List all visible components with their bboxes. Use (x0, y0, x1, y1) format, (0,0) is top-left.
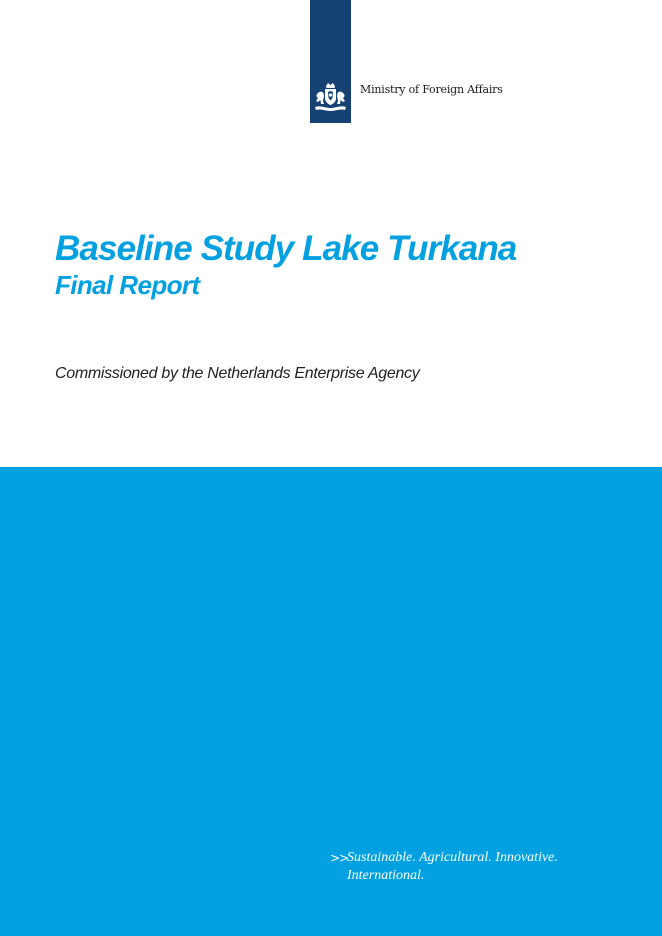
tagline-text (347, 849, 567, 885)
logo-bar (310, 0, 351, 123)
tagline-line-1: Sustainable. Agricultural. Innovative. (347, 850, 558, 865)
report-subtitle: Final Report (55, 270, 200, 300)
coat-of-arms-icon (313, 82, 348, 114)
report-title: Baseline Study Lake Turkana (55, 229, 517, 268)
ministry-name: Ministry of Foreign Affairs (360, 83, 503, 96)
commissioned-by: Commissioned by the Netherlands Enterprise Agency (55, 365, 420, 382)
tagline-line-2: International. (347, 868, 425, 883)
tagline-marker: >> (330, 851, 349, 865)
